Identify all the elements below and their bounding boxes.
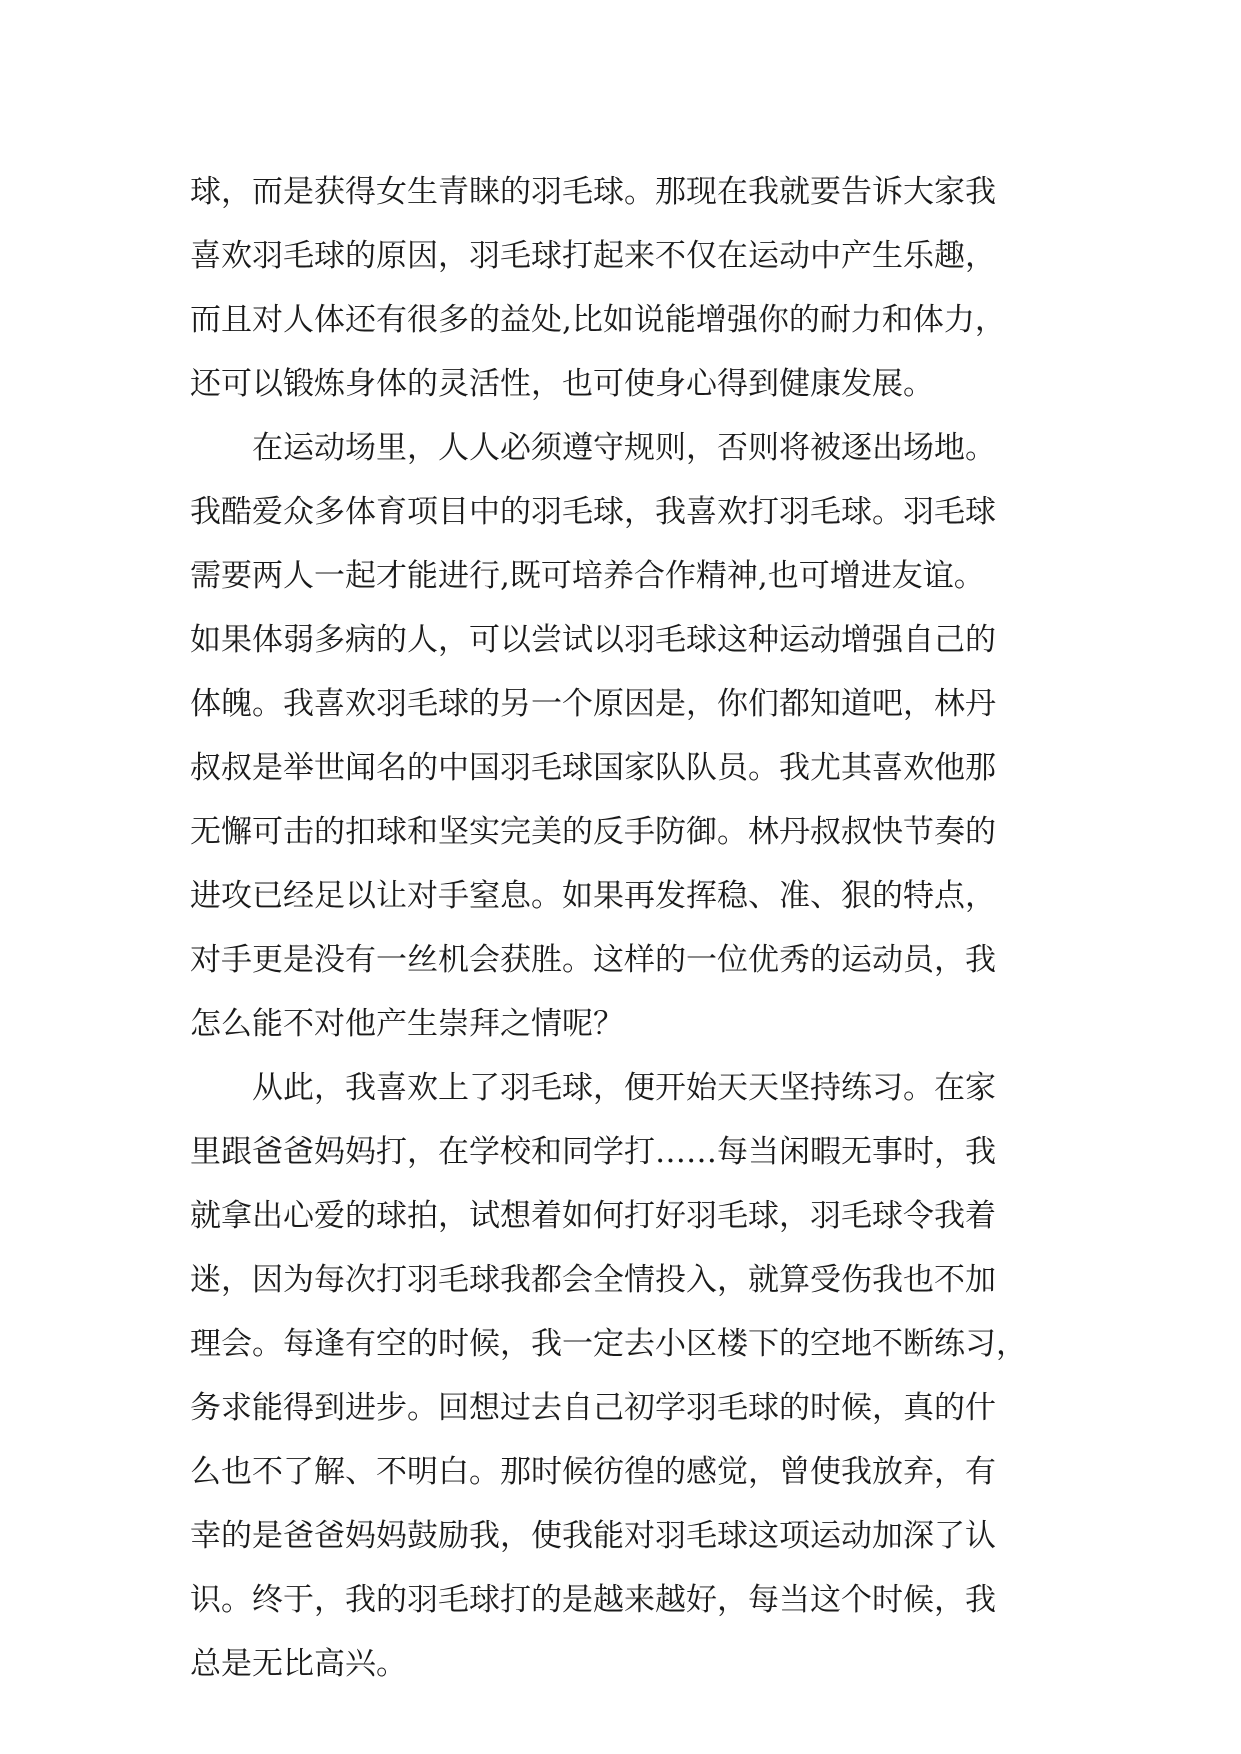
text-line: 如果体弱多病的人，可以尝试以羽毛球这种运动增强自己的: [190, 622, 996, 658]
text-line: 叔叔是举世闻名的中国羽毛球国家队队员。我尤其喜欢他那: [190, 750, 996, 786]
text-line: 迷，因为每次打羽毛球我都会全情投入，就算受伤我也不加: [190, 1262, 996, 1298]
text-line: 体魄。我喜欢羽毛球的另一个原因是，你们都知道吧，林丹: [190, 686, 996, 722]
text-line: 务求能得到进步。回想过去自己初学羽毛球的时候，真的什: [190, 1390, 996, 1426]
text-line: 么也不了解、不明白。那时候彷徨的感觉，曾使我放弃，有: [190, 1454, 996, 1490]
text-line: 就拿出心爱的球拍，试想着如何打好羽毛球，羽毛球令我着: [190, 1198, 996, 1234]
text-line: 总是无比高兴。: [190, 1646, 407, 1682]
text-line: 需要两人一起才能进行,既可培养合作精神,也可增进友谊。: [190, 558, 985, 594]
text-line: 识。终于，我的羽毛球打的是越来越好，每当这个时候，我: [190, 1582, 996, 1618]
text-line: 喜欢羽毛球的原因，羽毛球打起来不仅在运动中产生乐趣，: [190, 238, 996, 274]
text-line: 进攻已经足以让对手窒息。如果再发挥稳、准、狠的特点，: [190, 878, 996, 914]
text-line: 我酷爱众多体育项目中的羽毛球，我喜欢打羽毛球。羽毛球: [190, 494, 996, 530]
text-line: 球，而是获得女生青睐的羽毛球。那现在我就要告诉大家我: [190, 174, 996, 210]
text-line: 还可以锻炼身体的灵活性，也可使身心得到健康发展。: [190, 366, 934, 402]
text-line: 怎么能不对他产生崇拜之情呢？: [190, 1006, 624, 1042]
text-line: 无懈可击的扣球和坚实完美的反手防御。林丹叔叔快节奏的: [190, 814, 996, 850]
paragraph-first-line: 从此，我喜欢上了羽毛球，便开始天天坚持练习。在家: [252, 1070, 996, 1106]
text-line: 而且对人体还有很多的益处,比如说能增强你的耐力和体力，: [190, 302, 1006, 338]
text-line: 理会。每逢有空的时候，我一定去小区楼下的空地不断练习，: [190, 1326, 1027, 1362]
paragraph-first-line: 在运动场里，人人必须遵守规则，否则将被逐出场地。: [252, 430, 996, 466]
essay-body: [190, 160, 1090, 1696]
text-line: 里跟爸爸妈妈打，在学校和同学打……每当闲暇无事时，我: [190, 1134, 996, 1170]
text-line: 幸的是爸爸妈妈鼓励我，使我能对羽毛球这项运动加深了认: [190, 1518, 996, 1554]
text-line: 对手更是没有一丝机会获胜。这样的一位优秀的运动员，我: [190, 942, 996, 978]
